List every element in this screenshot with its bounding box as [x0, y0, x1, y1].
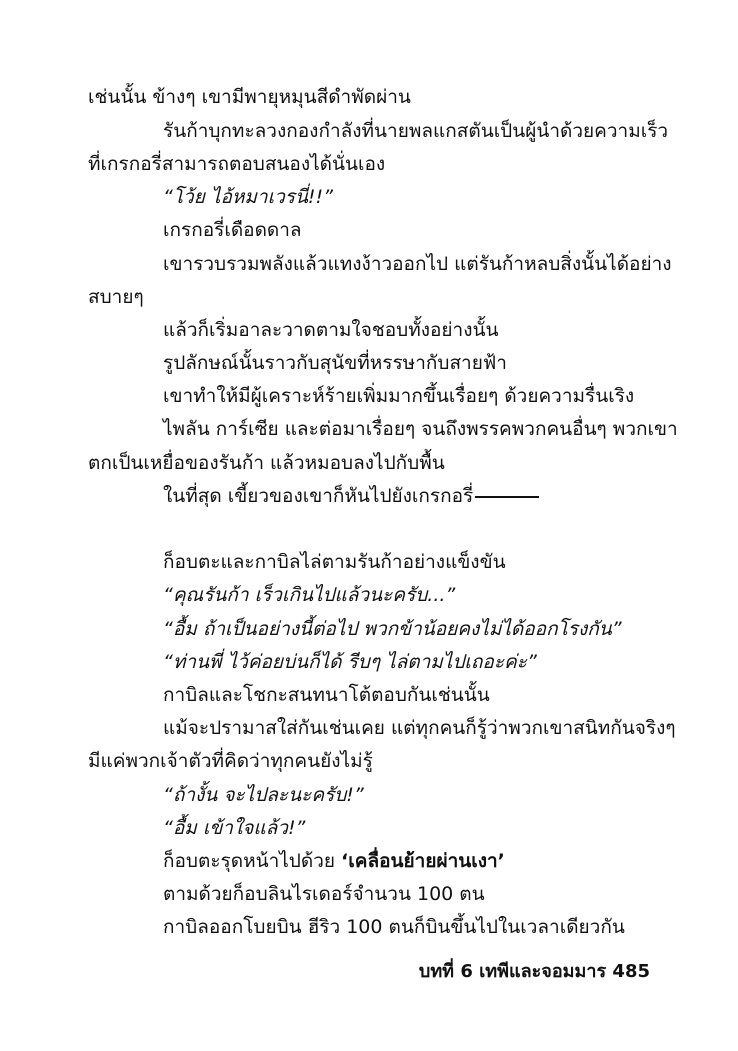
text-line-with-dash	[163, 481, 539, 511]
text-line: แล้วก็เริ่มอาละวาดตามใจชอบทั้งอย่างนั้น	[163, 319, 499, 341]
dialogue-line: “คุณรันก้า เร็วเกินไปแล้วนะครับ...”	[163, 584, 456, 606]
text-line: กาบิลและโชกะสนทนาโต้ตอบกันเช่นนั้น	[163, 684, 490, 706]
text-line: เขารวบรวมพลังแล้วแทงง้าวออกไป แต่รันก้าหลบสิ่งนั้นได้อย่าง	[163, 253, 672, 275]
text-line: รูปลักษณ์นั้นราวกับสุนัขที่หรรษากับสายฟ้า	[163, 352, 507, 374]
text-line: รันก้าบุกทะลวงกองกำลังที่นายพลแกสตันเป็นผู้นำด้วยความเร็ว	[163, 120, 669, 142]
em-dash-rule	[475, 496, 539, 498]
text-line: ไพลัน การ์เซีย และต่อมาเรื่อยๆ จนถึงพรรคพวกคนอื่นๆ พวกเขา	[163, 418, 678, 440]
text-span: ก็อบตะรุดหน้าไปด้วย	[163, 850, 342, 872]
page-footer: บทที่ 6 เทพีและจอมมาร 485	[418, 961, 650, 982]
dialogue-line: “อื้ม เข้าใจแล้ว!”	[163, 817, 306, 839]
text-line: เกรกอรี่เดือดดาล	[163, 219, 302, 241]
text-span: ในที่สุด เขี้ยวของเขาก็หันไปยังเกรกอรี่	[163, 485, 474, 507]
text-line: แม้จะปรามาสใส่กันเช่นเคย แต่ทุกคนก็รู้ว่าพวกเขาสนิทกันจริงๆ	[163, 717, 676, 739]
dialogue-line: “ท่านพี่ ไว้ค่อยบ่นก็ได้ รีบๆ ไล่ตามไปเถอะค่ะ”	[163, 651, 537, 673]
dialogue-line: “อื้ม ถ้าเป็นอย่างนี้ต่อไป พวกข้าน้อยคงไม่ได้ออกโรงกัน”	[163, 618, 622, 640]
text-line: มีแค่พวกเจ้าตัวที่คิดว่าทุกคนยังไม่รู้	[88, 750, 373, 772]
text-line: ตกเป็นเหยื่อของรันก้า แล้วหมอบลงไปกับพื้น	[88, 452, 445, 474]
text-line: ที่เกรกอรี่สามารถตอบสนองได้นั่นเอง	[88, 153, 386, 175]
text-line: เช่นนั้น ข้างๆ เขามีพายุหมุนสีดำพัดผ่าน	[88, 86, 411, 108]
dialogue-line: “โว้ย ไอ้หมาเวรนี่!!”	[163, 186, 334, 208]
text-line: ตามด้วยก็อบลินไรเดอร์จำนวน 100 ตน	[163, 883, 485, 905]
text-line: กาบิลออกโบยบิน ฮีริว 100 ตนก็บินขึ้นไปในเวลาเดียวกัน	[163, 916, 625, 938]
text-line-with-skill	[163, 846, 505, 876]
text-line: เขาทำให้มีผู้เคราะห์ร้ายเพิ่มมากขึ้นเรื่อยๆ ด้วยความรื่นเริง	[163, 385, 635, 407]
skill-name: ‘เคลื่อนย้ายผ่านเงา’	[341, 850, 505, 872]
dialogue-line: “ถ้างั้น จะไปละนะครับ!”	[163, 784, 364, 806]
text-line: สบายๆ	[88, 286, 144, 308]
text-line: ก็อบตะและกาบิลไล่ตามรันก้าอย่างแข็งขัน	[163, 551, 506, 573]
